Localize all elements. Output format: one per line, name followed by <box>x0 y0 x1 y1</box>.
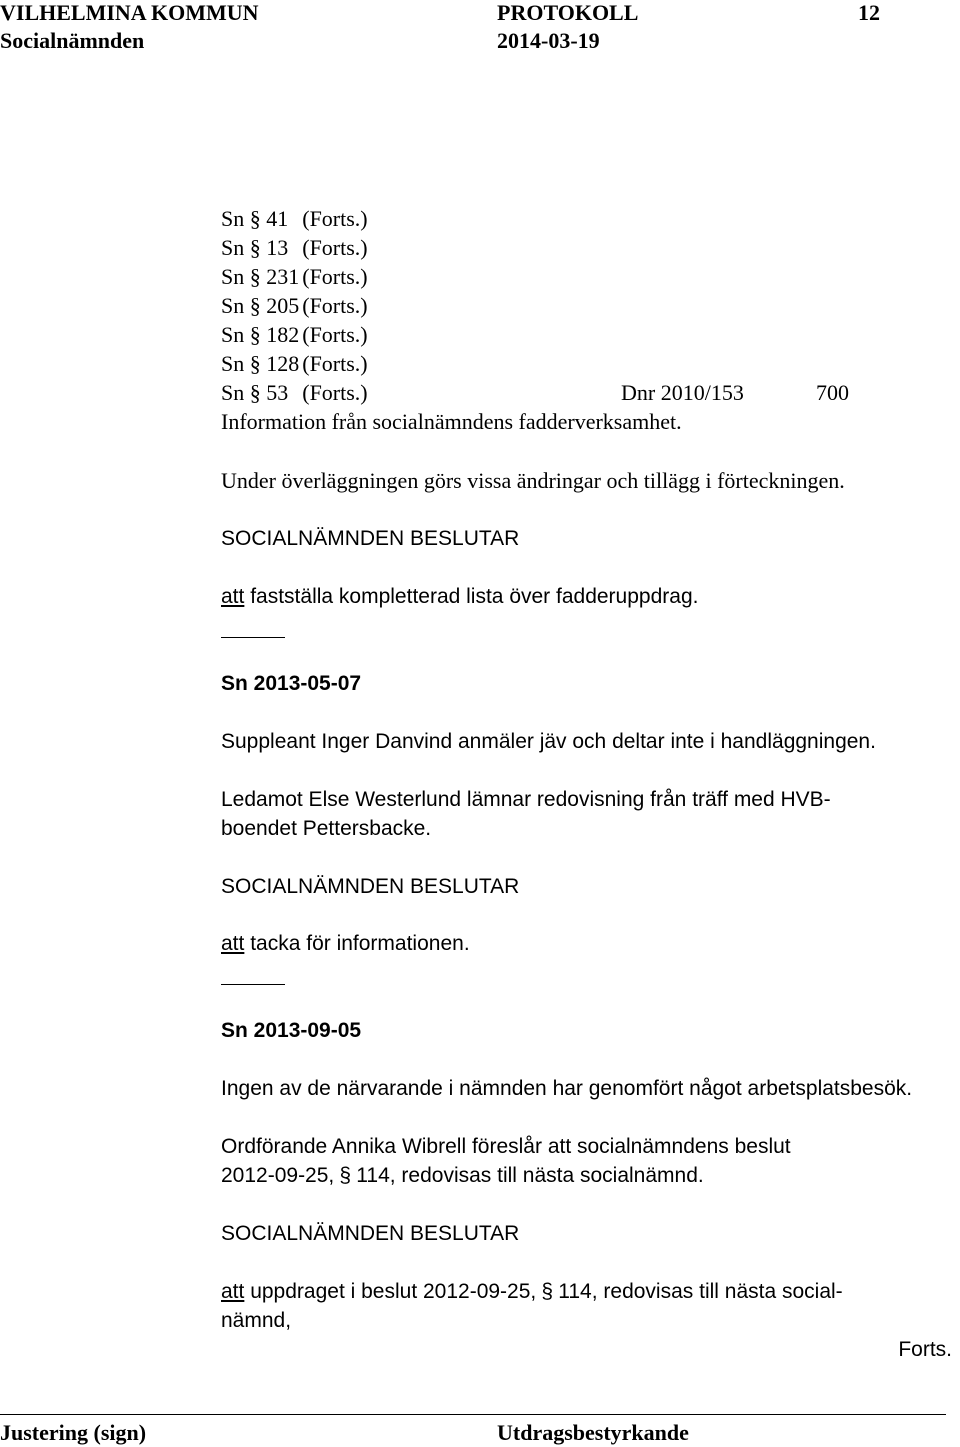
section-sign: § <box>249 293 261 318</box>
diary-code: 700 <box>816 380 849 405</box>
meeting-heading: Sn 2013-09-05 <box>221 1019 362 1042</box>
decision-text <box>221 1277 843 1306</box>
reference-prefix: Sn <box>221 264 245 289</box>
reference-row <box>221 320 368 349</box>
att-keyword: att <box>221 932 245 955</box>
body-name: Socialnämnden <box>0 28 145 53</box>
section-sign: § <box>249 322 261 347</box>
reference-status: (Forts.) <box>302 206 368 231</box>
reference-prefix: Sn <box>221 380 245 405</box>
reference-status: (Forts.) <box>302 351 368 376</box>
paragraph: Ledamot Else Westerlund lämnar redovisning från träff med HVB- <box>221 788 831 811</box>
diary-number: Dnr 2010/153 <box>621 380 744 405</box>
reference-row <box>221 204 368 233</box>
page-number: 12 <box>858 0 880 25</box>
document-type: PROTOKOLL <box>497 0 639 25</box>
reference-status: (Forts.) <box>302 380 368 405</box>
decision-content: fastställa kompletterad lista över fadderuppdrag. <box>250 585 699 608</box>
section-sign: § <box>339 1164 352 1187</box>
reference-number: 53 <box>266 380 289 405</box>
paragraph: boendet Pettersbacke. <box>221 817 432 840</box>
decision-text: nämnd, <box>221 1309 292 1332</box>
reference-row <box>221 233 368 262</box>
section-sign: § <box>249 351 261 376</box>
paragraph: Under överläggningen görs vissa ändringar och tillägg i förteckningen. <box>221 468 845 493</box>
reference-number: 231 <box>266 264 300 289</box>
reference-prefix: Sn <box>221 351 245 376</box>
meeting-date: 2014-03-19 <box>497 28 600 53</box>
reference-number: 128 <box>266 351 300 376</box>
decision-text <box>221 582 698 611</box>
organization-name: VILHELMINA KOMMUN <box>0 0 259 25</box>
section-title: Information från socialnämndens fadderverksamhet. <box>221 409 682 434</box>
reference-number: 205 <box>266 293 300 318</box>
reference-number: 182 <box>266 322 300 347</box>
continued-note: Forts. <box>898 1338 952 1361</box>
decision-content: tacka för informationen. <box>250 932 470 955</box>
decision-text <box>221 929 470 958</box>
att-keyword: att <box>221 585 245 608</box>
section-sign: § <box>249 206 261 231</box>
footer-utdragsbestyrkande: Utdragsbestyrkande <box>497 1420 689 1445</box>
decision-heading: SOCIALNÄMNDEN BESLUTAR <box>221 1222 520 1245</box>
reference-prefix: Sn <box>221 235 245 260</box>
decision-content: 114, redovisas till nästa social- <box>558 1280 843 1303</box>
section-sign: § <box>249 380 261 405</box>
paragraph <box>221 1161 704 1190</box>
decision-heading: SOCIALNÄMNDEN BESLUTAR <box>221 527 520 550</box>
att-keyword: att <box>221 1280 245 1303</box>
section-sign: § <box>249 264 261 289</box>
decision-heading: SOCIALNÄMNDEN BESLUTAR <box>221 875 520 898</box>
reference-status: (Forts.) <box>302 235 368 260</box>
paragraph-part: 2012-09-25, <box>221 1164 335 1187</box>
paragraph: Suppleant Inger Danvind anmäler jäv och deltar inte i handläggningen. <box>221 730 876 753</box>
separator-line <box>221 637 285 638</box>
reference-prefix: Sn <box>221 322 245 347</box>
signature-line <box>0 1414 946 1415</box>
reference-row <box>221 378 368 407</box>
reference-row <box>221 291 368 320</box>
paragraph: Ingen av de närvarande i nämnden har genomfört något arbetsplatsbesök. <box>221 1077 913 1100</box>
section-sign: § <box>541 1280 554 1303</box>
paragraph-part: 114, redovisas till nästa socialnämnd. <box>356 1164 704 1187</box>
footer-justering: Justering (sign) <box>0 1420 147 1445</box>
reference-status: (Forts.) <box>302 293 368 318</box>
reference-status: (Forts.) <box>302 264 368 289</box>
reference-prefix: Sn <box>221 293 245 318</box>
reference-prefix: Sn <box>221 206 245 231</box>
reference-status: (Forts.) <box>302 322 368 347</box>
reference-row <box>221 262 368 291</box>
reference-row <box>221 349 368 378</box>
section-sign: § <box>249 235 261 260</box>
separator-line <box>221 984 285 985</box>
reference-number: 41 <box>266 206 289 231</box>
decision-content: uppdraget i beslut 2012-09-25, <box>250 1280 537 1303</box>
meeting-heading: Sn 2013-05-07 <box>221 672 362 695</box>
reference-number: 13 <box>266 235 289 260</box>
paragraph: Ordförande Annika Wibrell föreslår att socialnämndens beslut <box>221 1135 791 1158</box>
